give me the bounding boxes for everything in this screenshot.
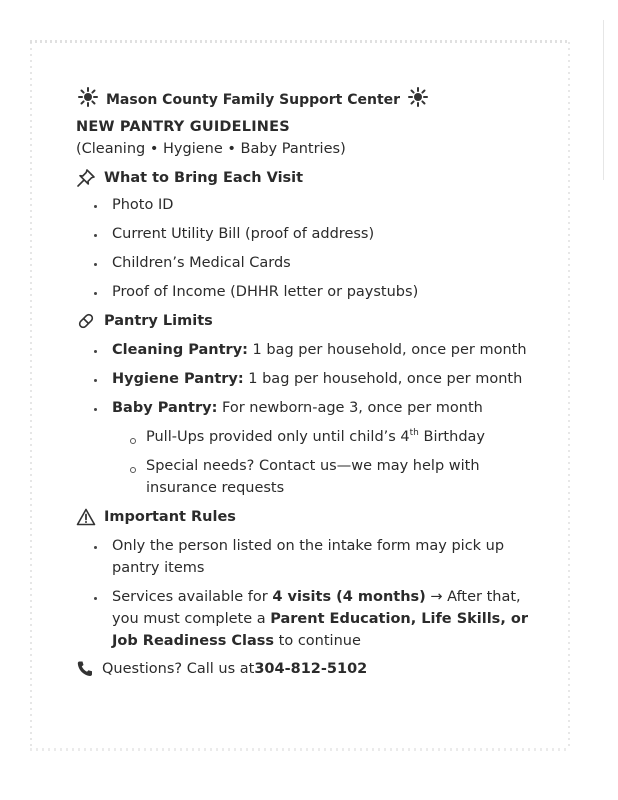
guidelines-heading: NEW PANTRY GUIDELINES xyxy=(76,119,290,135)
list-item: Children’s Medical Cards xyxy=(76,252,556,274)
scan-edge-bottom xyxy=(30,748,570,751)
flyer-document xyxy=(76,88,556,680)
pantry-limits-heading xyxy=(76,309,556,333)
phone-number: 304-812-5102 xyxy=(254,661,368,677)
sub-list-item xyxy=(76,455,556,499)
sun-icon xyxy=(78,87,98,114)
rule-1-line-1: Only the person listed on the intake form may pick up xyxy=(112,538,505,554)
cleaning-pantry-label: Cleaning Pantry: xyxy=(112,342,248,358)
list-item xyxy=(76,586,556,652)
what-to-bring-list xyxy=(76,194,556,303)
pantry-limits-list xyxy=(76,339,556,419)
scan-edge-far-right xyxy=(603,20,604,180)
list-item: Current Utility Bill (proof of address) xyxy=(76,223,556,245)
baby-pantry-text: For newborn-age 3, once per month xyxy=(217,400,483,416)
important-rules-list xyxy=(76,535,556,652)
rule-2-line-2 xyxy=(112,608,556,630)
rule-2-text-end: to continue xyxy=(274,633,361,649)
scan-edge-top xyxy=(30,40,570,43)
cleaning-pantry-text: 1 bag per household, once per month xyxy=(247,342,527,358)
baby-pantry-label: Baby Pantry: xyxy=(112,400,218,416)
rule-2-text: you must complete a xyxy=(112,611,271,627)
list-item xyxy=(76,339,556,361)
list-item: Photo ID xyxy=(76,194,556,216)
pullups-text-end: Birthday xyxy=(418,429,485,445)
list-item: Proof of Income (DHHR letter or paystubs) xyxy=(76,281,556,303)
important-rules-heading xyxy=(76,505,556,529)
contact-line xyxy=(76,658,556,680)
rule-2-text: Services available for xyxy=(112,589,273,605)
rule-2-line-3 xyxy=(112,630,556,652)
rule-1-line-2: pantry items xyxy=(112,560,205,576)
what-to-bring-heading-text: What to Bring Each Visit xyxy=(104,170,304,186)
special-needs-line-1: Special needs? Contact us—we may help with xyxy=(146,458,480,474)
baby-pantry-sublist xyxy=(76,426,556,499)
warning-icon xyxy=(76,507,96,527)
rule-2-visits: 4 visits (4 months) xyxy=(272,589,426,605)
scan-edge-right xyxy=(568,42,570,748)
sub-list-item xyxy=(76,426,556,448)
pullups-text: Pull-Ups provided only until child’s 4 xyxy=(146,429,410,445)
rule-2-job-class: Job Readiness Class xyxy=(112,633,275,649)
important-rules-heading-text: Important Rules xyxy=(104,509,236,525)
organization-name: Mason County Family Support Center xyxy=(106,92,401,108)
rule-2-classes: Parent Education, Life Skills, or xyxy=(270,611,528,627)
rule-2-arrow-text: → After that, xyxy=(425,589,521,605)
guidelines-subtitle: (Cleaning • Hygiene • Baby Pantries) xyxy=(76,141,346,157)
scan-edge-left xyxy=(30,42,32,748)
sun-icon xyxy=(408,87,428,114)
list-item xyxy=(76,397,556,419)
hygiene-pantry-label: Hygiene Pantry: xyxy=(112,371,244,387)
list-item xyxy=(76,535,556,579)
special-needs-line-2: insurance requests xyxy=(146,480,285,496)
pushpin-icon xyxy=(76,168,96,188)
rule-2-line-1 xyxy=(112,586,556,608)
contact-prefix: Questions? Call us at xyxy=(102,661,255,677)
center-title xyxy=(78,88,556,112)
ordinal-suffix: th xyxy=(409,428,419,439)
pill-icon xyxy=(76,311,96,331)
pantry-limits-heading-text: Pantry Limits xyxy=(104,313,213,329)
phone-icon xyxy=(76,660,94,678)
hygiene-pantry-text: 1 bag per household, once per month xyxy=(243,371,523,387)
list-item xyxy=(76,368,556,390)
what-to-bring-heading xyxy=(76,166,556,190)
